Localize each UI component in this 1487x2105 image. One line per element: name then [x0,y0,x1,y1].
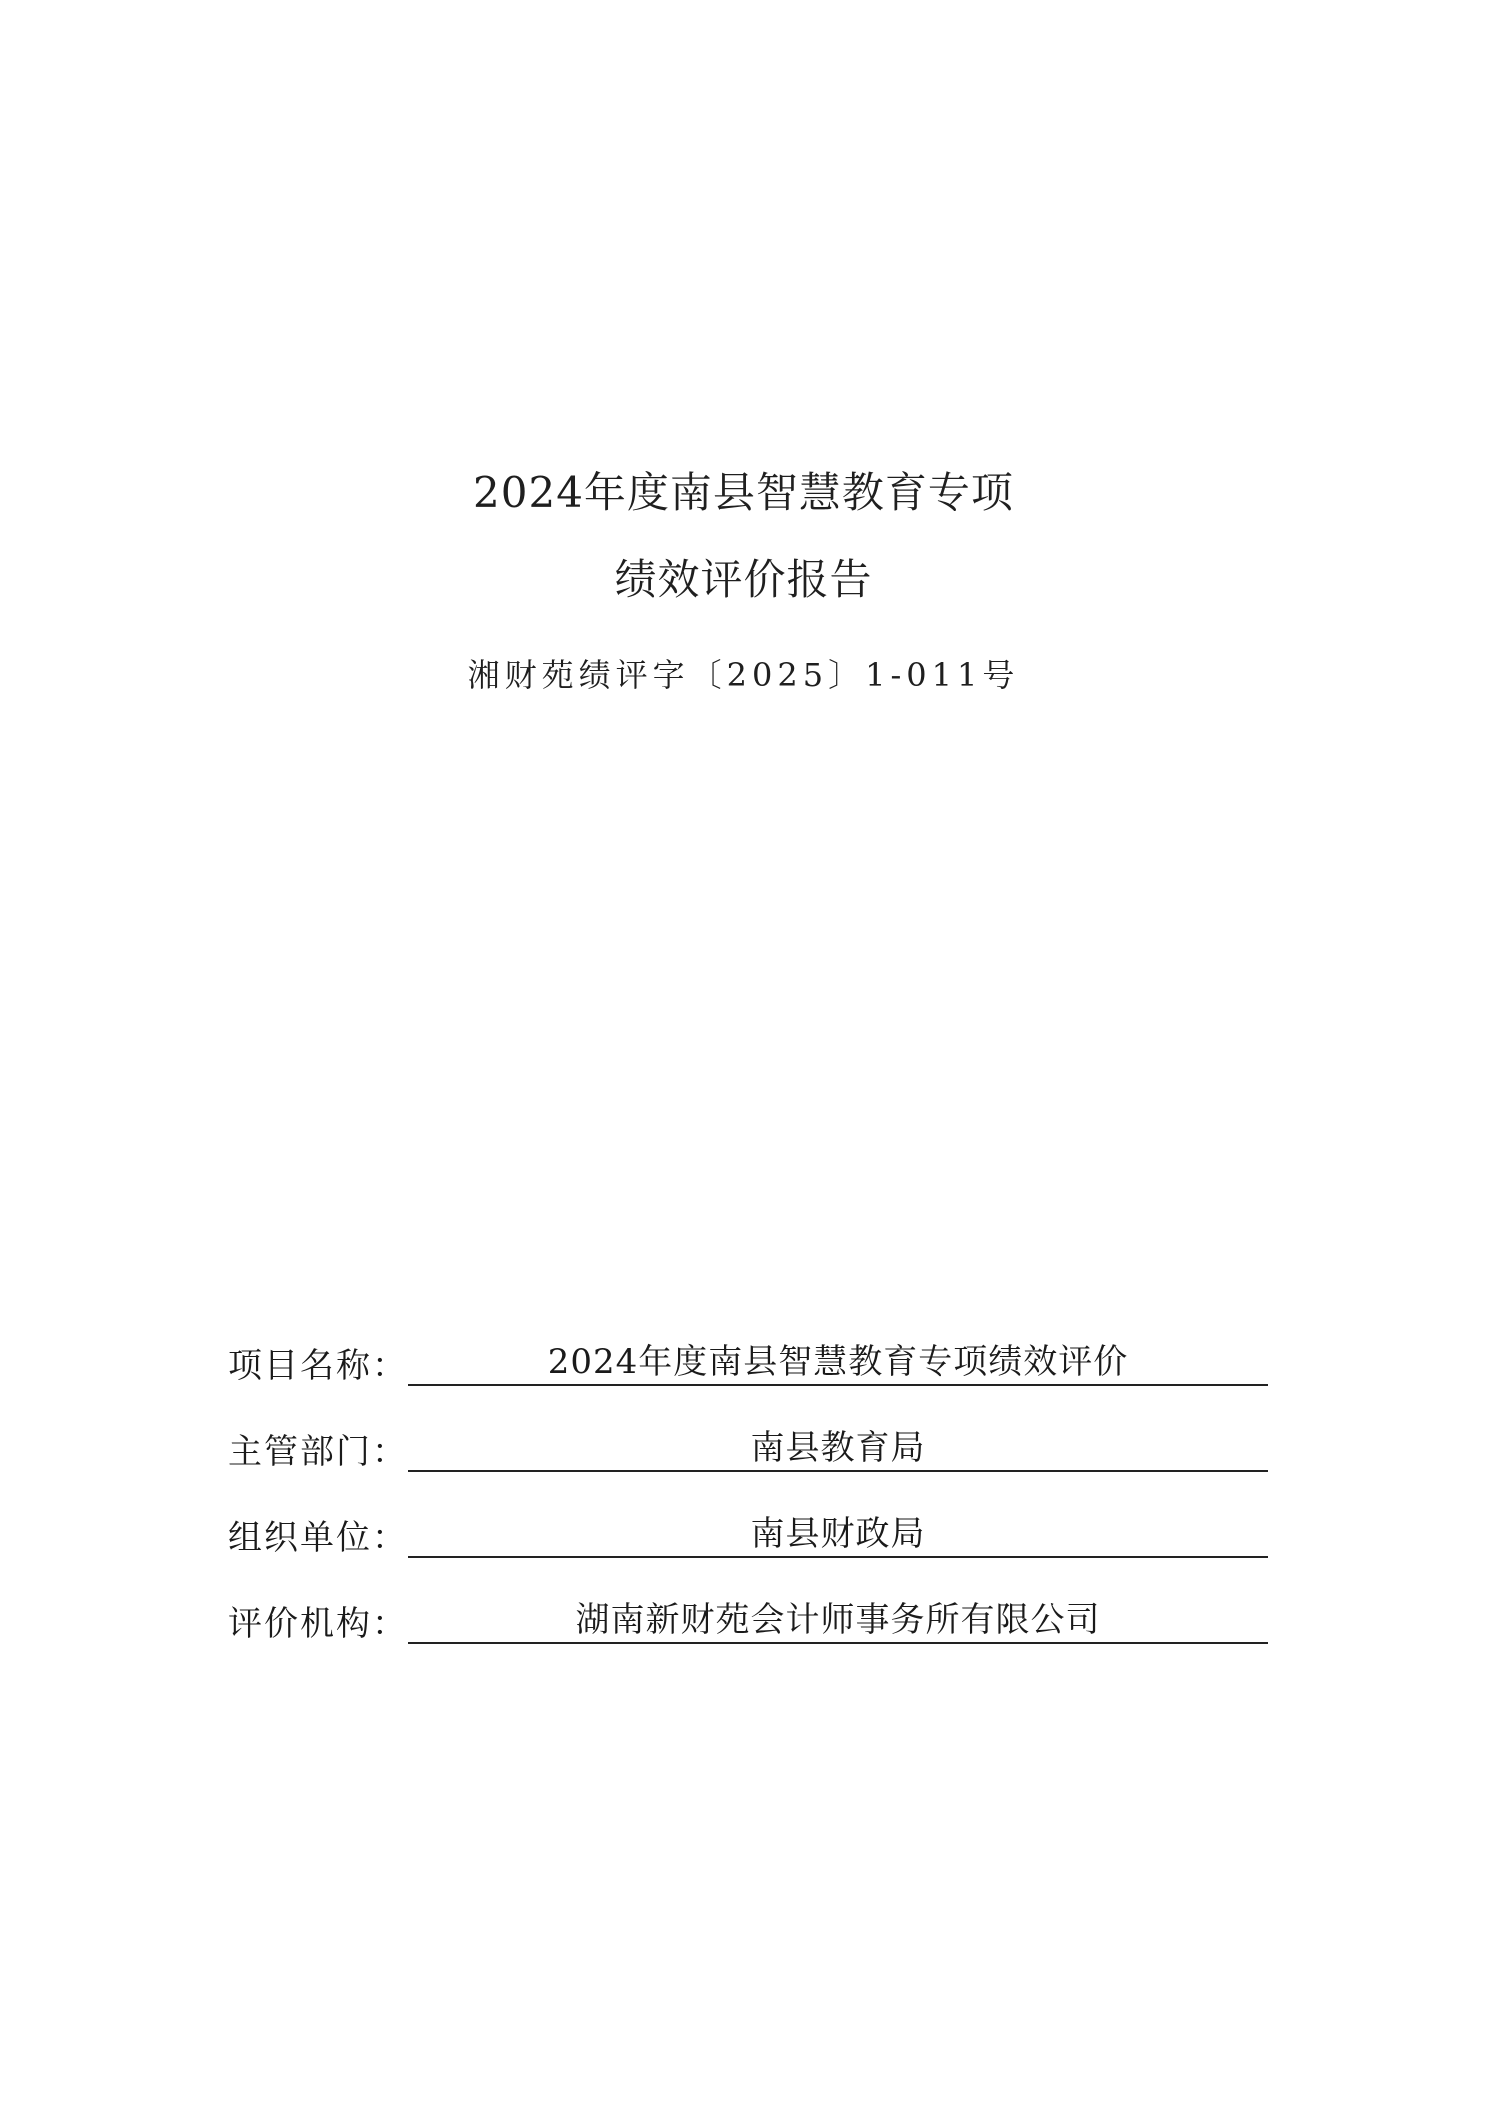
report-title-line-1: 2024年度南县智慧教育专项 [473,468,1014,517]
info-row-project-name [228,1330,1268,1416]
underline [408,1384,1268,1386]
info-row-organizing-unit [228,1502,1268,1588]
underline [408,1470,1268,1472]
project-name-label: 项目名称： [228,1346,408,1386]
organizing-unit-label: 组织单位： [228,1518,408,1558]
report-title-line-2: 绩效评价报告 [614,555,873,604]
organizing-unit-value: 南县财政局 [750,1514,926,1554]
evaluation-agency-value: 湖南新财苑会计师事务所有限公司 [575,1600,1101,1640]
evaluation-agency-label: 评价机构： [228,1604,408,1644]
underline [408,1642,1268,1644]
supervising-department-label: 主管部门： [228,1432,408,1472]
project-info-block [228,1330,1268,1674]
info-row-evaluation-agency [228,1588,1268,1674]
underline [408,1556,1268,1558]
project-name-value: 2024年度南县智慧教育专项绩效评价 [547,1342,1129,1382]
info-row-supervising-department [228,1416,1268,1502]
supervising-department-value: 南县教育局 [750,1428,926,1468]
document-number: 湘财苑绩评字〔2025〕1-011号 [467,656,1020,694]
